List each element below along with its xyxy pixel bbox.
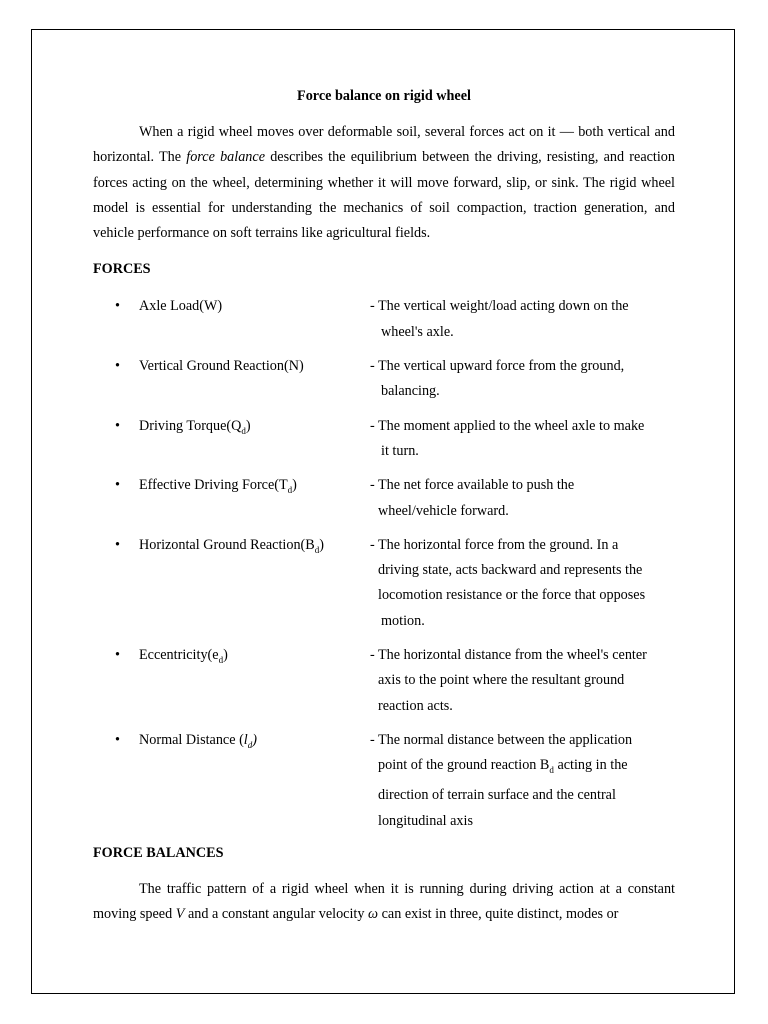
bullet: •: [115, 536, 120, 553]
forces-list: [93, 294, 675, 833]
force-description: [370, 728, 675, 834]
force-term: Vertical Ground Reaction(N): [139, 358, 304, 375]
description-line: motion.: [381, 612, 425, 629]
balances-text-2: and a constant angular velocity: [184, 906, 369, 923]
force-term: [139, 414, 370, 465]
term-text: Effective Driving Force(T: [139, 477, 288, 494]
description-line: - The net force available to push the: [370, 477, 575, 494]
description-line: it turn.: [381, 442, 419, 459]
description-line: - The moment applied to the wheel axle to make: [370, 417, 645, 434]
term-text: Driving Torque(Q: [139, 417, 242, 434]
force-term: Axle Load(W): [139, 298, 223, 315]
force-term: [139, 533, 370, 634]
intro-paragraph: [93, 120, 675, 246]
bullet: •: [115, 358, 120, 375]
term-text: ): [292, 477, 297, 494]
description-line: direction of terrain surface and the central: [378, 787, 616, 804]
force-term: [139, 643, 370, 719]
description-line: - The normal distance between the application: [370, 731, 633, 748]
list-item: [93, 533, 675, 634]
description-line: [370, 753, 675, 783]
force-term: [139, 728, 370, 834]
description-line: longitudinal axis: [378, 812, 473, 829]
bullet: •: [115, 417, 120, 434]
force-balances-heading: FORCE BALANCES: [93, 844, 224, 861]
document-title: Force balance on rigid wheel: [297, 88, 471, 104]
description-line: - The vertical weight/load acting down on the: [370, 298, 629, 315]
description-line: axis to the point where the resultant ground: [378, 672, 625, 689]
description-line: locomotion resistance or the force that opposes: [378, 587, 646, 604]
bullet: •: [115, 298, 120, 315]
intro-italic-term: force balance: [186, 149, 265, 166]
list-item: [93, 473, 675, 524]
term-text: ): [252, 731, 257, 748]
bullet: •: [115, 477, 120, 494]
term-subscript: d: [314, 544, 320, 555]
force-description: [370, 473, 675, 524]
intro-text-1: When a rigid wheel moves over deformable soil, several forces act on it — both vertical and horizontal. The: [93, 124, 675, 166]
bullet: •: [115, 731, 120, 748]
description-subscript: d: [549, 765, 554, 776]
description-line: wheel/vehicle forward.: [378, 502, 509, 519]
list-item: [93, 294, 675, 345]
force-description: [370, 414, 675, 465]
force-description: [370, 643, 675, 719]
term-subscript: d: [287, 485, 293, 496]
balances-paragraph: [93, 877, 675, 928]
list-item: [93, 354, 675, 405]
intro-text-2: describes the equilibrium between the driving, resisting, and reaction forces acting on the wheel, determining whether it will move forward, slip, or sink. The rigid wheel model is essential for understanding the mechanics of soil compaction, traction generation, and vehicle performance on soft terrains like agricultural fields.: [93, 149, 675, 242]
description-line: - The horizontal force from the ground. In a: [370, 536, 619, 553]
list-item: [93, 728, 675, 834]
description-text: point of the ground reaction B: [378, 757, 550, 774]
bullet: •: [115, 647, 120, 664]
balances-text-1: The traffic pattern of a rigid wheel when it is running during driving action at a constant moving speed: [93, 880, 675, 923]
document-body: [93, 86, 675, 928]
angular-velocity-symbol: ω: [368, 906, 379, 923]
balances-text-3: can exist in three, quite distinct, modes or: [378, 906, 619, 923]
force-term: [139, 473, 370, 524]
list-item: [93, 643, 675, 719]
speed-symbol: V: [175, 906, 185, 923]
description-line: - The vertical upward force from the ground,: [370, 358, 625, 375]
description-text: acting in the: [553, 757, 628, 774]
term-subscript: d: [247, 739, 253, 750]
term-text: Horizontal Ground Reaction(B: [139, 536, 315, 553]
force-description: [370, 533, 675, 634]
description-line: balancing.: [381, 383, 440, 400]
term-text: ): [245, 417, 251, 434]
term-text: Normal Distance (: [139, 731, 244, 748]
description-line: driving state, acts backward and represents the: [378, 562, 643, 579]
term-text: ): [223, 647, 228, 664]
force-description: [370, 294, 675, 345]
term-text: Eccentricity(e: [139, 647, 219, 664]
term-subscript: d: [241, 425, 246, 436]
description-line: wheel's axle.: [381, 323, 454, 340]
term-text: ): [319, 536, 324, 553]
list-item: [93, 414, 675, 465]
forces-heading: FORCES: [93, 261, 151, 278]
description-line: - The horizontal distance from the wheel's center: [370, 647, 647, 664]
term-subscript: d: [218, 654, 224, 665]
force-description: [370, 354, 675, 405]
description-line: reaction acts.: [378, 697, 453, 714]
term-italic: l: [243, 731, 248, 748]
